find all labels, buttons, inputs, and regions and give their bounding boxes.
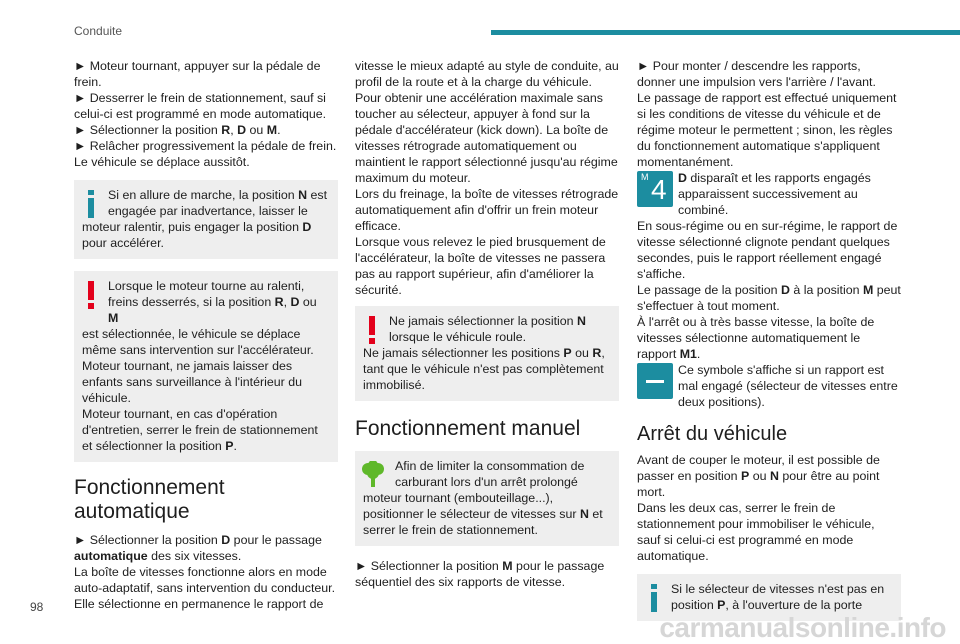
header-accent-bar xyxy=(491,30,960,35)
column-2 xyxy=(355,58,619,590)
step-text: ► Desserrer le frein de stationnement, sauf si celui-ci est programmé en mode automatique. xyxy=(74,91,327,121)
info-icon xyxy=(84,190,98,218)
section-heading: Fonctionnement automatique xyxy=(74,476,225,523)
eco-tree-icon xyxy=(361,461,385,489)
body-text: En sous-régime ou en sur-régime, le rapport de vitesse sélectionné clignote pendant quelques secondes, puis le rapport réellement engagé s'affiche. xyxy=(637,219,898,281)
step-text: ► Relâcher progressivement la pédale de frein. xyxy=(74,139,337,153)
body-text: Dans les deux cas, serrer le frein de stationnement pour immobiliser le véhicule, sauf si celui-ci est programmé en mode automatique. xyxy=(637,501,875,563)
body-text: Avant de couper le moteur, il est possible de passer en position P ou N pour être au point mort. xyxy=(637,453,880,499)
body-text: La boîte de vitesses fonctionne alors en mode auto-adaptatif, sans intervention du conducteur. Elle sélectionne en permanence le rapport de xyxy=(74,565,336,611)
step-text: ► Sélectionner la position D pour le passage automatique des six vitesses. xyxy=(74,533,322,563)
body-text: Lorsque vous relevez le pied brusquement de l'accélérateur, la boîte de vitesses ne passera pas au rapport supérieur, afin d'améliorer la sécurité. xyxy=(355,235,606,297)
warning-note: Lorsque le moteur tourne au ralenti, freins desserrés, si la position R, D ou M est sélectionnée, le véhicule se déplace même sans intervention sur l'accélérateur. Moteur tournant, ne jamais laisser des enfants sans surveillance à l'intérieur du véhicule. Moteur tournant, en cas d'opération d'entretien, serrer le frein de stationnement et sélectionner la position P. xyxy=(74,271,338,462)
gear-display-block: M 4 D disparaît et les rapports engagés apparaissent successivement au combiné. xyxy=(637,170,901,218)
section-heading: Fonctionnement manuel xyxy=(355,417,581,440)
column-3 xyxy=(637,58,901,621)
body-text: Pour obtenir une accélération maximale sans toucher au sélecteur, appuyer à fond sur la pédale d'accélérateur (kick down). La boîte de vitesses rétrograde automatiquement ou maintient le rapport sélectionné jusqu'au régime maximum du moteur. xyxy=(355,91,618,185)
watermark: carmanualsonline.info xyxy=(659,612,946,643)
section-heading: Arrêt du véhicule xyxy=(637,423,788,445)
step-text: ► Sélectionner la position R, D ou M. xyxy=(74,123,281,137)
body-text: Le passage de rapport est effectué uniquement si les conditions de vitesse du véhicule et de régime moteur le permettent ; sinon, les règles du fonctionnement automatique s'appliquent momentanément. xyxy=(637,91,897,169)
warning-icon xyxy=(365,316,379,344)
step-text: ► Sélectionner la position M pour le passage séquentiel des six rapports de vitesse. xyxy=(355,559,605,589)
body-text: Le véhicule se déplace aussitôt. xyxy=(74,155,250,169)
section-title: Conduite xyxy=(74,24,123,38)
gear-error-block: Ce symbole s'affiche si un rapport est mal engagé (sélecteur de vitesses entre deux positions). xyxy=(637,362,901,410)
info-icon xyxy=(647,584,661,612)
warning-icon xyxy=(84,281,98,309)
body-text: Lors du freinage, la boîte de vitesses rétrograde automatiquement afin d'offrir un frein moteur efficace. xyxy=(355,187,619,233)
step-text: ► Moteur tournant, appuyer sur la pédale de frein. xyxy=(74,59,321,89)
eco-note: Afin de limiter la consommation de carburant lors d'un arrêt prolongé moteur tournant (embouteillage...), positionner le sélecteur de vitesses sur N et serrer le frein de stationnement. xyxy=(355,451,619,546)
page-number: 98 xyxy=(30,600,44,614)
step-text: ► Pour monter / descendre les rapports, donner une impulsion vers l'arrière / l'avant. xyxy=(637,59,876,89)
manual-gear-icon: M 4 xyxy=(637,171,673,207)
column-1 xyxy=(74,58,338,612)
body-text: À l'arrêt ou à très basse vitesse, la boîte de vitesses sélectionne automatiquement le rapport M1. xyxy=(637,315,875,361)
info-note: Si le sélecteur de vitesses n'est pas en position P, à l'ouverture de la porte xyxy=(637,574,901,621)
body-text: Le passage de la position D à la position M peut s'effectuer à tout moment. xyxy=(637,283,901,313)
body-text: vitesse le mieux adapté au style de conduite, au profil de la route et à la charge du véhicule. xyxy=(355,59,619,89)
info-note: Si en allure de marche, la position N est engagée par inadvertance, laisser le moteur ralentir, puis engager la position D pour accélérer. xyxy=(74,180,338,259)
warning-note: Ne jamais sélectionner la position N lorsque le véhicule roule. Ne jamais sélectionner les positions P ou R, tant que le véhicule n'est pas complètement immobilisé. xyxy=(355,306,619,401)
minus-symbol-icon xyxy=(637,363,673,399)
